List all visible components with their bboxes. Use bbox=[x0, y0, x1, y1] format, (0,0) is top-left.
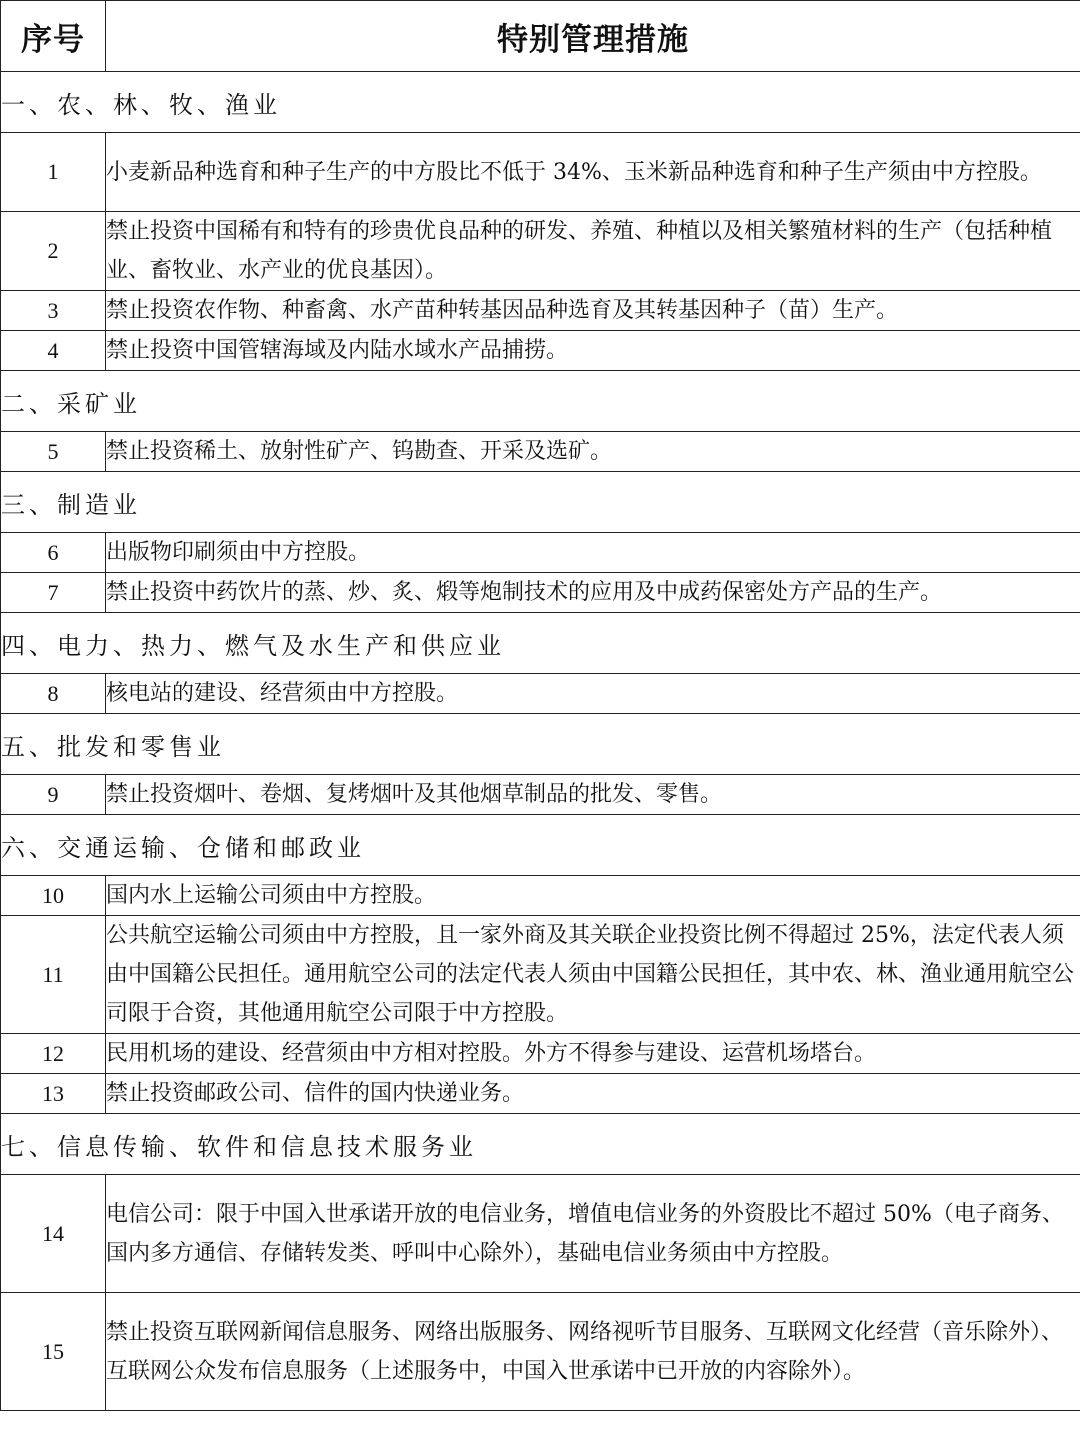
row-number: 9 bbox=[1, 775, 106, 815]
row-number: 15 bbox=[1, 1293, 106, 1411]
table-row bbox=[1, 291, 1080, 331]
row-number: 13 bbox=[1, 1074, 106, 1114]
row-measure: 禁止投资中国稀有和特有的珍贵优良品种的研发、养殖、种植以及相关繁殖材料的生产（包括种植业、畜牧业、水产业的优良基因）。 bbox=[106, 212, 1080, 291]
row-number: 2 bbox=[1, 212, 106, 291]
row-measure: 民用机场的建设、经营须由中方相对控股。外方不得参与建设、运营机场塔台。 bbox=[106, 1034, 1080, 1074]
row-measure: 核电站的建设、经营须由中方控股。 bbox=[106, 674, 1080, 714]
row-number: 14 bbox=[1, 1175, 106, 1293]
table-row bbox=[1, 916, 1080, 1034]
section-title: 七、信息传输、软件和信息技术服务业 bbox=[1, 1114, 1080, 1175]
row-measure: 电信公司：限于中国入世承诺开放的电信业务，增值电信业务的外资股比不超过 50%（电子商务、国内多方通信、存储转发类、呼叫中心除外），基础电信业务须由中方控股。 bbox=[106, 1175, 1080, 1293]
table-row bbox=[1, 432, 1080, 472]
row-measure: 出版物印刷须由中方控股。 bbox=[106, 533, 1080, 573]
row-number: 10 bbox=[1, 876, 106, 916]
section-title: 一、农、林、牧、渔业 bbox=[1, 72, 1080, 133]
row-measure: 禁止投资互联网新闻信息服务、网络出版服务、网络视听节目服务、互联网文化经营（音乐除外）、互联网公众发布信息服务（上述服务中，中国入世承诺中已开放的内容除外）。 bbox=[106, 1293, 1080, 1411]
table-row bbox=[1, 1034, 1080, 1074]
section-title: 三、制造业 bbox=[1, 472, 1080, 533]
section-row bbox=[1, 815, 1080, 876]
header-number: 序号 bbox=[1, 1, 106, 72]
row-number: 1 bbox=[1, 133, 106, 212]
section-title: 二、采矿业 bbox=[1, 371, 1080, 432]
row-number: 6 bbox=[1, 533, 106, 573]
row-number: 3 bbox=[1, 291, 106, 331]
table-row bbox=[1, 775, 1080, 815]
table-row bbox=[1, 331, 1080, 371]
row-measure: 国内水上运输公司须由中方控股。 bbox=[106, 876, 1080, 916]
table-row bbox=[1, 1293, 1080, 1411]
row-number: 5 bbox=[1, 432, 106, 472]
table-row bbox=[1, 674, 1080, 714]
row-number: 7 bbox=[1, 573, 106, 613]
row-measure: 禁止投资烟叶、卷烟、复烤烟叶及其他烟草制品的批发、零售。 bbox=[106, 775, 1080, 815]
section-title: 六、交通运输、仓储和邮政业 bbox=[1, 815, 1080, 876]
header-measure: 特别管理措施 bbox=[106, 1, 1080, 72]
row-measure: 禁止投资中国管辖海域及内陆水域水产品捕捞。 bbox=[106, 331, 1080, 371]
section-row bbox=[1, 1114, 1080, 1175]
row-number: 8 bbox=[1, 674, 106, 714]
row-measure: 禁止投资农作物、种畜禽、水产苗种转基因品种选育及其转基因种子（苗）生产。 bbox=[106, 291, 1080, 331]
section-row bbox=[1, 613, 1080, 674]
row-number: 12 bbox=[1, 1034, 106, 1074]
table-row bbox=[1, 876, 1080, 916]
row-measure: 禁止投资中药饮片的蒸、炒、炙、煅等炮制技术的应用及中成药保密处方产品的生产。 bbox=[106, 573, 1080, 613]
section-row bbox=[1, 72, 1080, 133]
table-row bbox=[1, 573, 1080, 613]
row-measure: 禁止投资稀土、放射性矿产、钨勘查、开采及选矿。 bbox=[106, 432, 1080, 472]
table-row bbox=[1, 1175, 1080, 1293]
table-row bbox=[1, 133, 1080, 212]
table-row bbox=[1, 533, 1080, 573]
section-row bbox=[1, 472, 1080, 533]
table-header-row bbox=[1, 1, 1080, 72]
row-measure: 小麦新品种选育和种子生产的中方股比不低于 34%、玉米新品种选育和种子生产须由中方控股。 bbox=[106, 133, 1080, 212]
row-number: 11 bbox=[1, 916, 106, 1034]
section-row bbox=[1, 371, 1080, 432]
section-row bbox=[1, 714, 1080, 775]
section-title: 五、批发和零售业 bbox=[1, 714, 1080, 775]
table-row bbox=[1, 212, 1080, 291]
section-title: 四、电力、热力、燃气及水生产和供应业 bbox=[1, 613, 1080, 674]
table-body bbox=[1, 72, 1080, 1411]
row-measure: 公共航空运输公司须由中方控股，且一家外商及其关联企业投资比例不得超过 25%，法定代表人须由中国籍公民担任。通用航空公司的法定代表人须由中国籍公民担任，其中农、林、渔业通用航空公司限于合资，其他通用航空公司限于中方控股。 bbox=[106, 916, 1080, 1034]
row-number: 4 bbox=[1, 331, 106, 371]
table-row bbox=[1, 1074, 1080, 1114]
row-measure: 禁止投资邮政公司、信件的国内快递业务。 bbox=[106, 1074, 1080, 1114]
